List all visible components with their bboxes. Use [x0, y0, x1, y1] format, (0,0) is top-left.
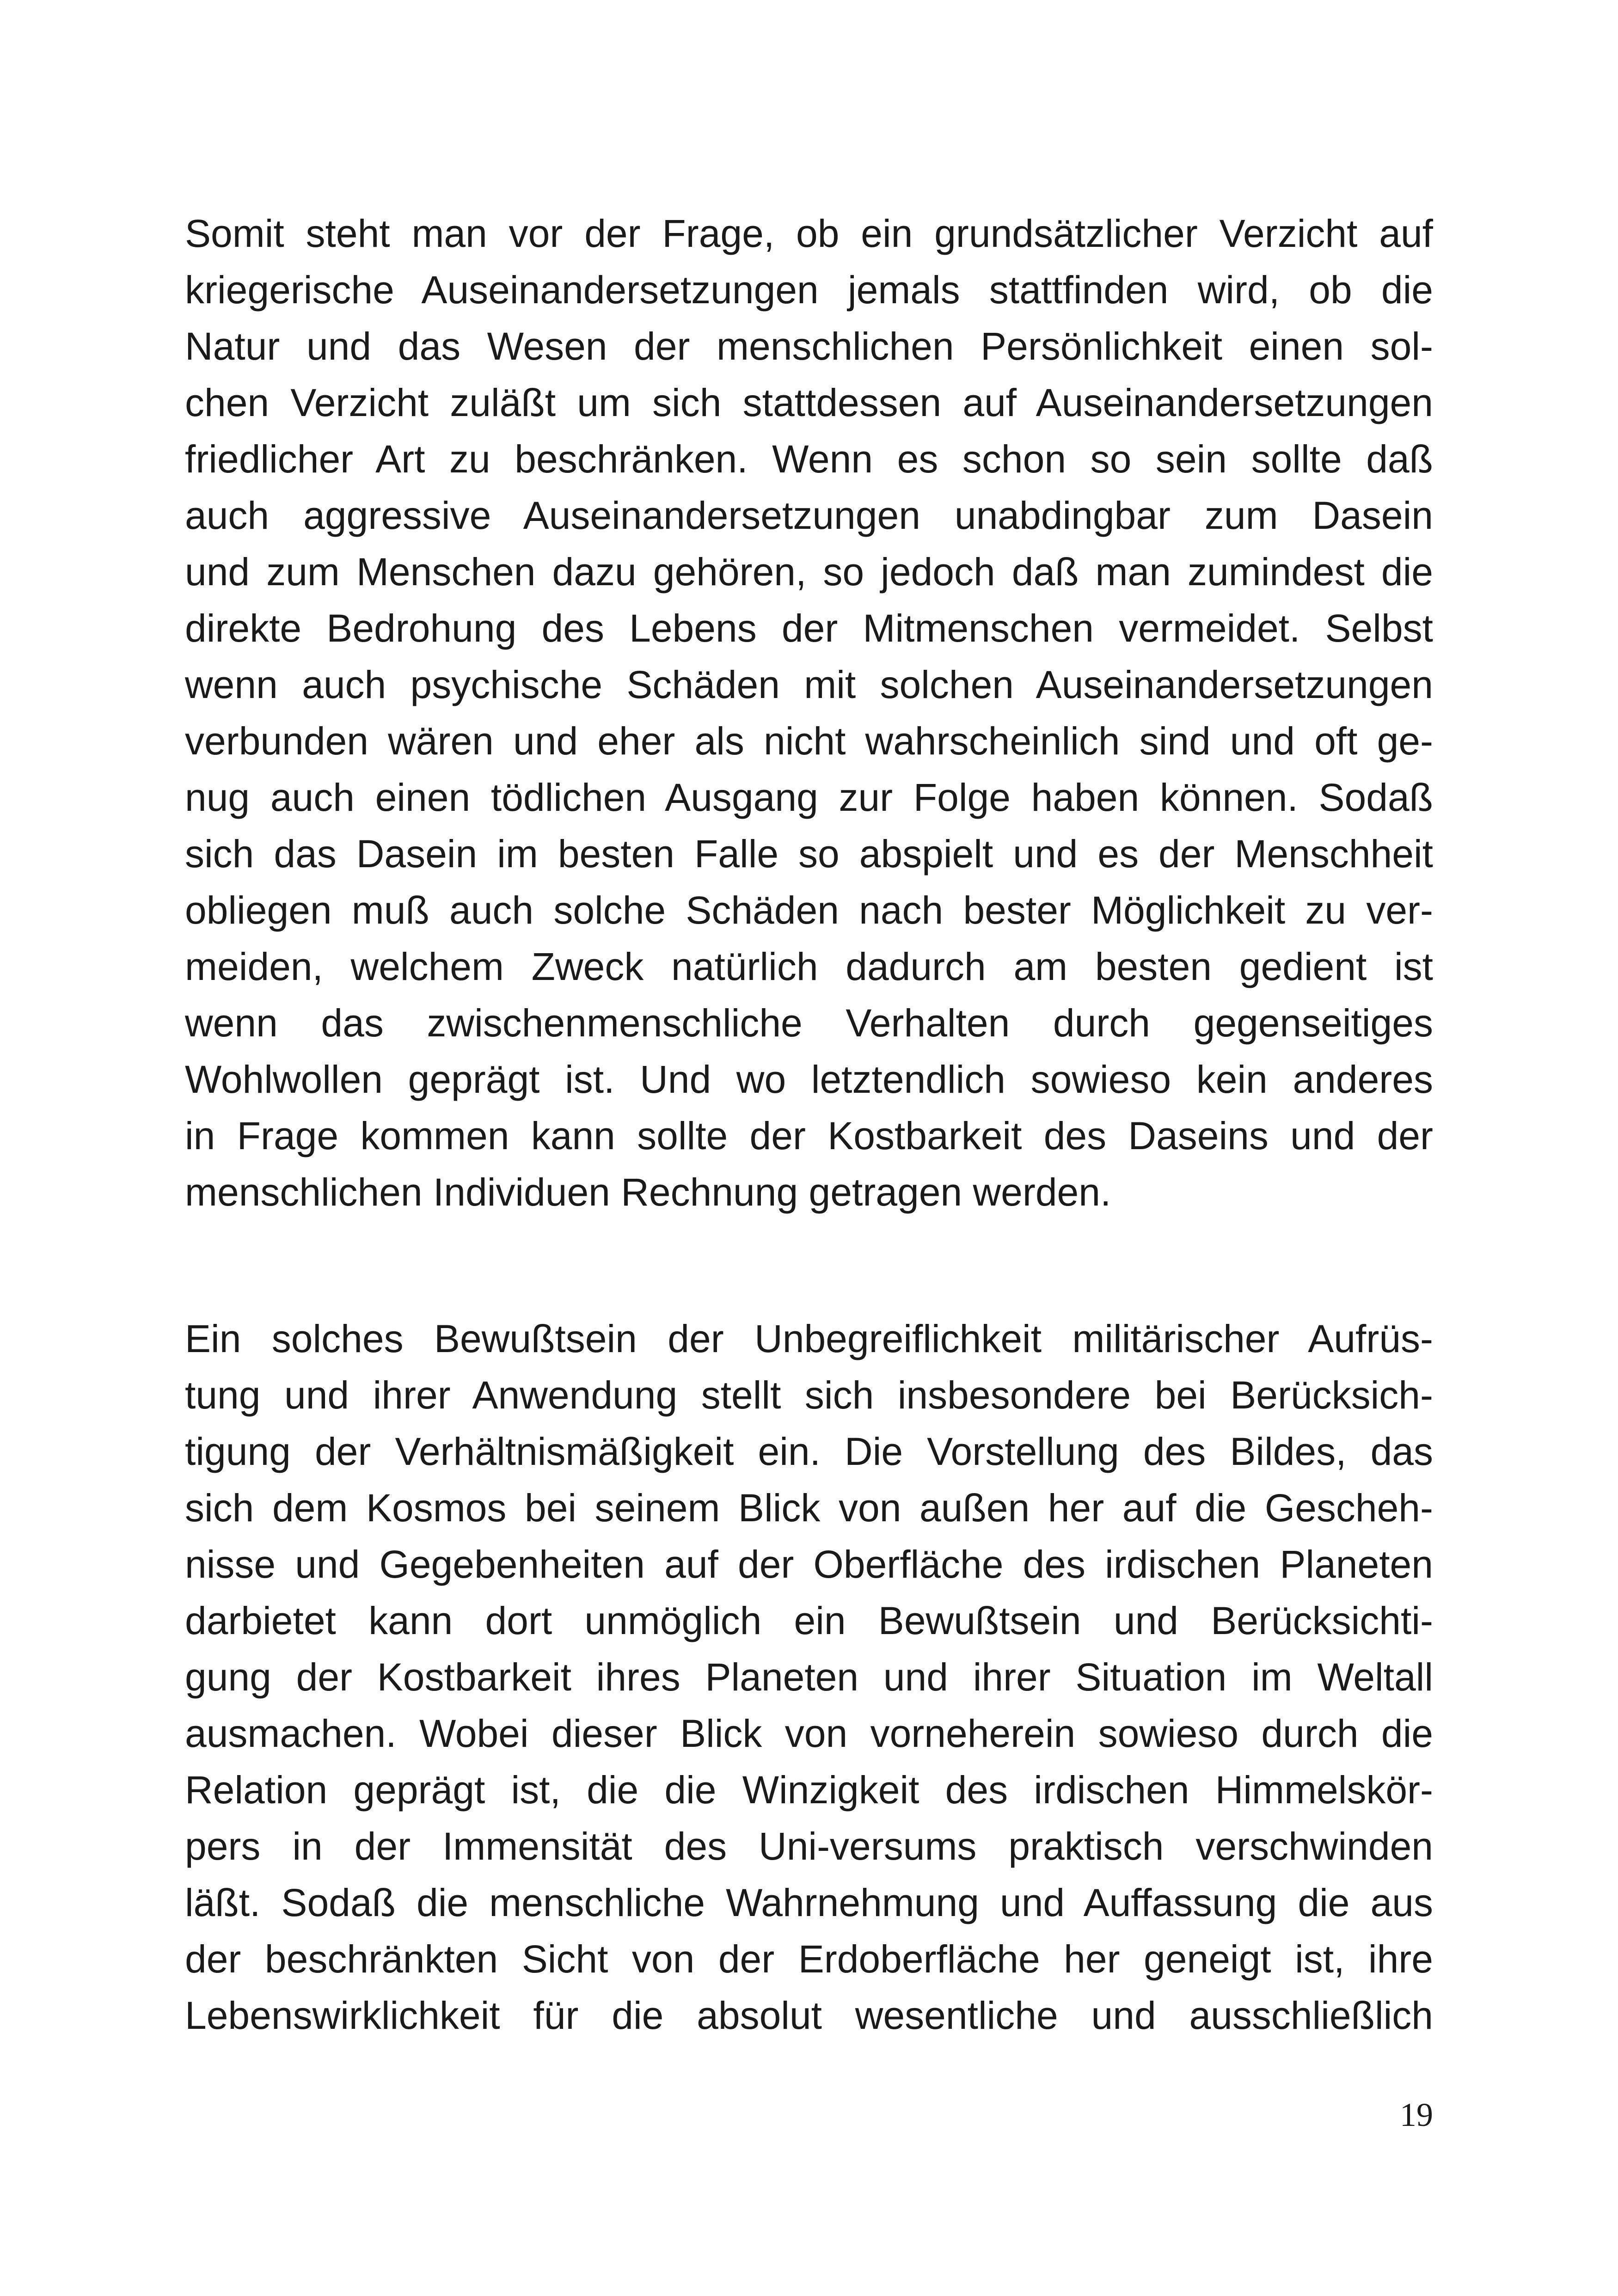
page-number: 19	[1400, 2096, 1433, 2133]
text-line: darbietet kann dort unmöglich ein Bewußtsein und Berücksichti-	[185, 1599, 1433, 1642]
text-line: auch aggressive Auseinandersetzungen unabdingbar zum Dasein	[185, 494, 1433, 537]
text-line: obliegen muß auch solche Schäden nach bester Möglichkeit zu ver-	[185, 888, 1433, 932]
text-line: läßt. Sodaß die menschliche Wahrnehmung und Auffassung die aus	[185, 1881, 1433, 1924]
text-line: menschlichen Individuen Rechnung getragen werden.	[185, 1170, 1111, 1214]
text-line: Relation geprägt ist, die die Winzigkeit des irdischen Himmelskör-	[185, 1768, 1433, 1812]
text-line: meiden, welchem Zweck natürlich dadurch am besten gedient ist	[185, 945, 1433, 988]
text-line: wenn das zwischenmenschliche Verhalten durch gegenseitiges	[185, 1001, 1433, 1045]
text-line: pers in der Immensität des Uni-versums praktisch verschwinden	[185, 1825, 1433, 1868]
text-line: Lebenswirklichkeit für die absolut wesentliche und ausschließlich	[185, 1994, 1433, 2037]
text-line: Ein solches Bewußtsein der Unbegreiflichkeit militärischer Aufrüs-	[185, 1317, 1433, 1360]
text-line: kriegerische Auseinandersetzungen jemals stattfinden wird, ob die	[185, 268, 1433, 312]
text-line: direkte Bedrohung des Lebens der Mitmenschen vermeidet. Selbst	[185, 606, 1433, 650]
text-line: und zum Menschen dazu gehören, so jedoch daß man zumindest die	[185, 550, 1433, 594]
text-line: Wohlwollen geprägt ist. Und wo letztendlich sowieso kein anderes	[185, 1058, 1433, 1101]
text-line: sich das Dasein im besten Falle so abspielt und es der Menschheit	[185, 832, 1433, 876]
text-line: chen Verzicht zuläßt um sich stattdessen auf Auseinandersetzungen	[185, 381, 1433, 424]
text-line: tigung der Verhältnismäßigkeit ein. Die Vorstellung des Bildes, das	[185, 1430, 1433, 1473]
text-line: Natur und das Wesen der menschlichen Persönlichkeit einen sol-	[185, 325, 1433, 368]
text-line: in Frage kommen kann sollte der Kostbarkeit des Daseins und der	[185, 1114, 1433, 1157]
text-line: nug auch einen tödlichen Ausgang zur Folge haben können. Sodaß	[185, 776, 1433, 819]
text-line: nisse und Gegebenheiten auf der Oberfläche des irdischen Planeten	[185, 1543, 1433, 1586]
text-line: Somit steht man vor der Frage, ob ein grundsätzlicher Verzicht auf	[185, 212, 1433, 255]
text-line: ausmachen. Wobei dieser Blick von vorneherein sowieso durch die	[185, 1712, 1433, 1755]
text-line: gung der Kostbarkeit ihres Planeten und ihrer Situation im Weltall	[185, 1655, 1433, 1699]
text-line: verbunden wären und eher als nicht wahrscheinlich sind und oft ge-	[185, 719, 1433, 763]
paragraph-1	[185, 205, 1433, 1220]
text-line: der beschränkten Sicht von der Erdoberfläche her geneigt ist, ihre	[185, 1937, 1433, 1981]
paragraph-2	[185, 1310, 1433, 2044]
text-line: sich dem Kosmos bei seinem Blick von außen her auf die Gescheh-	[185, 1486, 1433, 1530]
text-line: friedlicher Art zu beschränken. Wenn es schon so sein sollte daß	[185, 437, 1433, 481]
text-line: wenn auch psychische Schäden mit solchen Auseinandersetzungen	[185, 663, 1433, 706]
text-line: tung und ihrer Anwendung stellt sich insbesondere bei Berücksich-	[185, 1373, 1433, 1417]
